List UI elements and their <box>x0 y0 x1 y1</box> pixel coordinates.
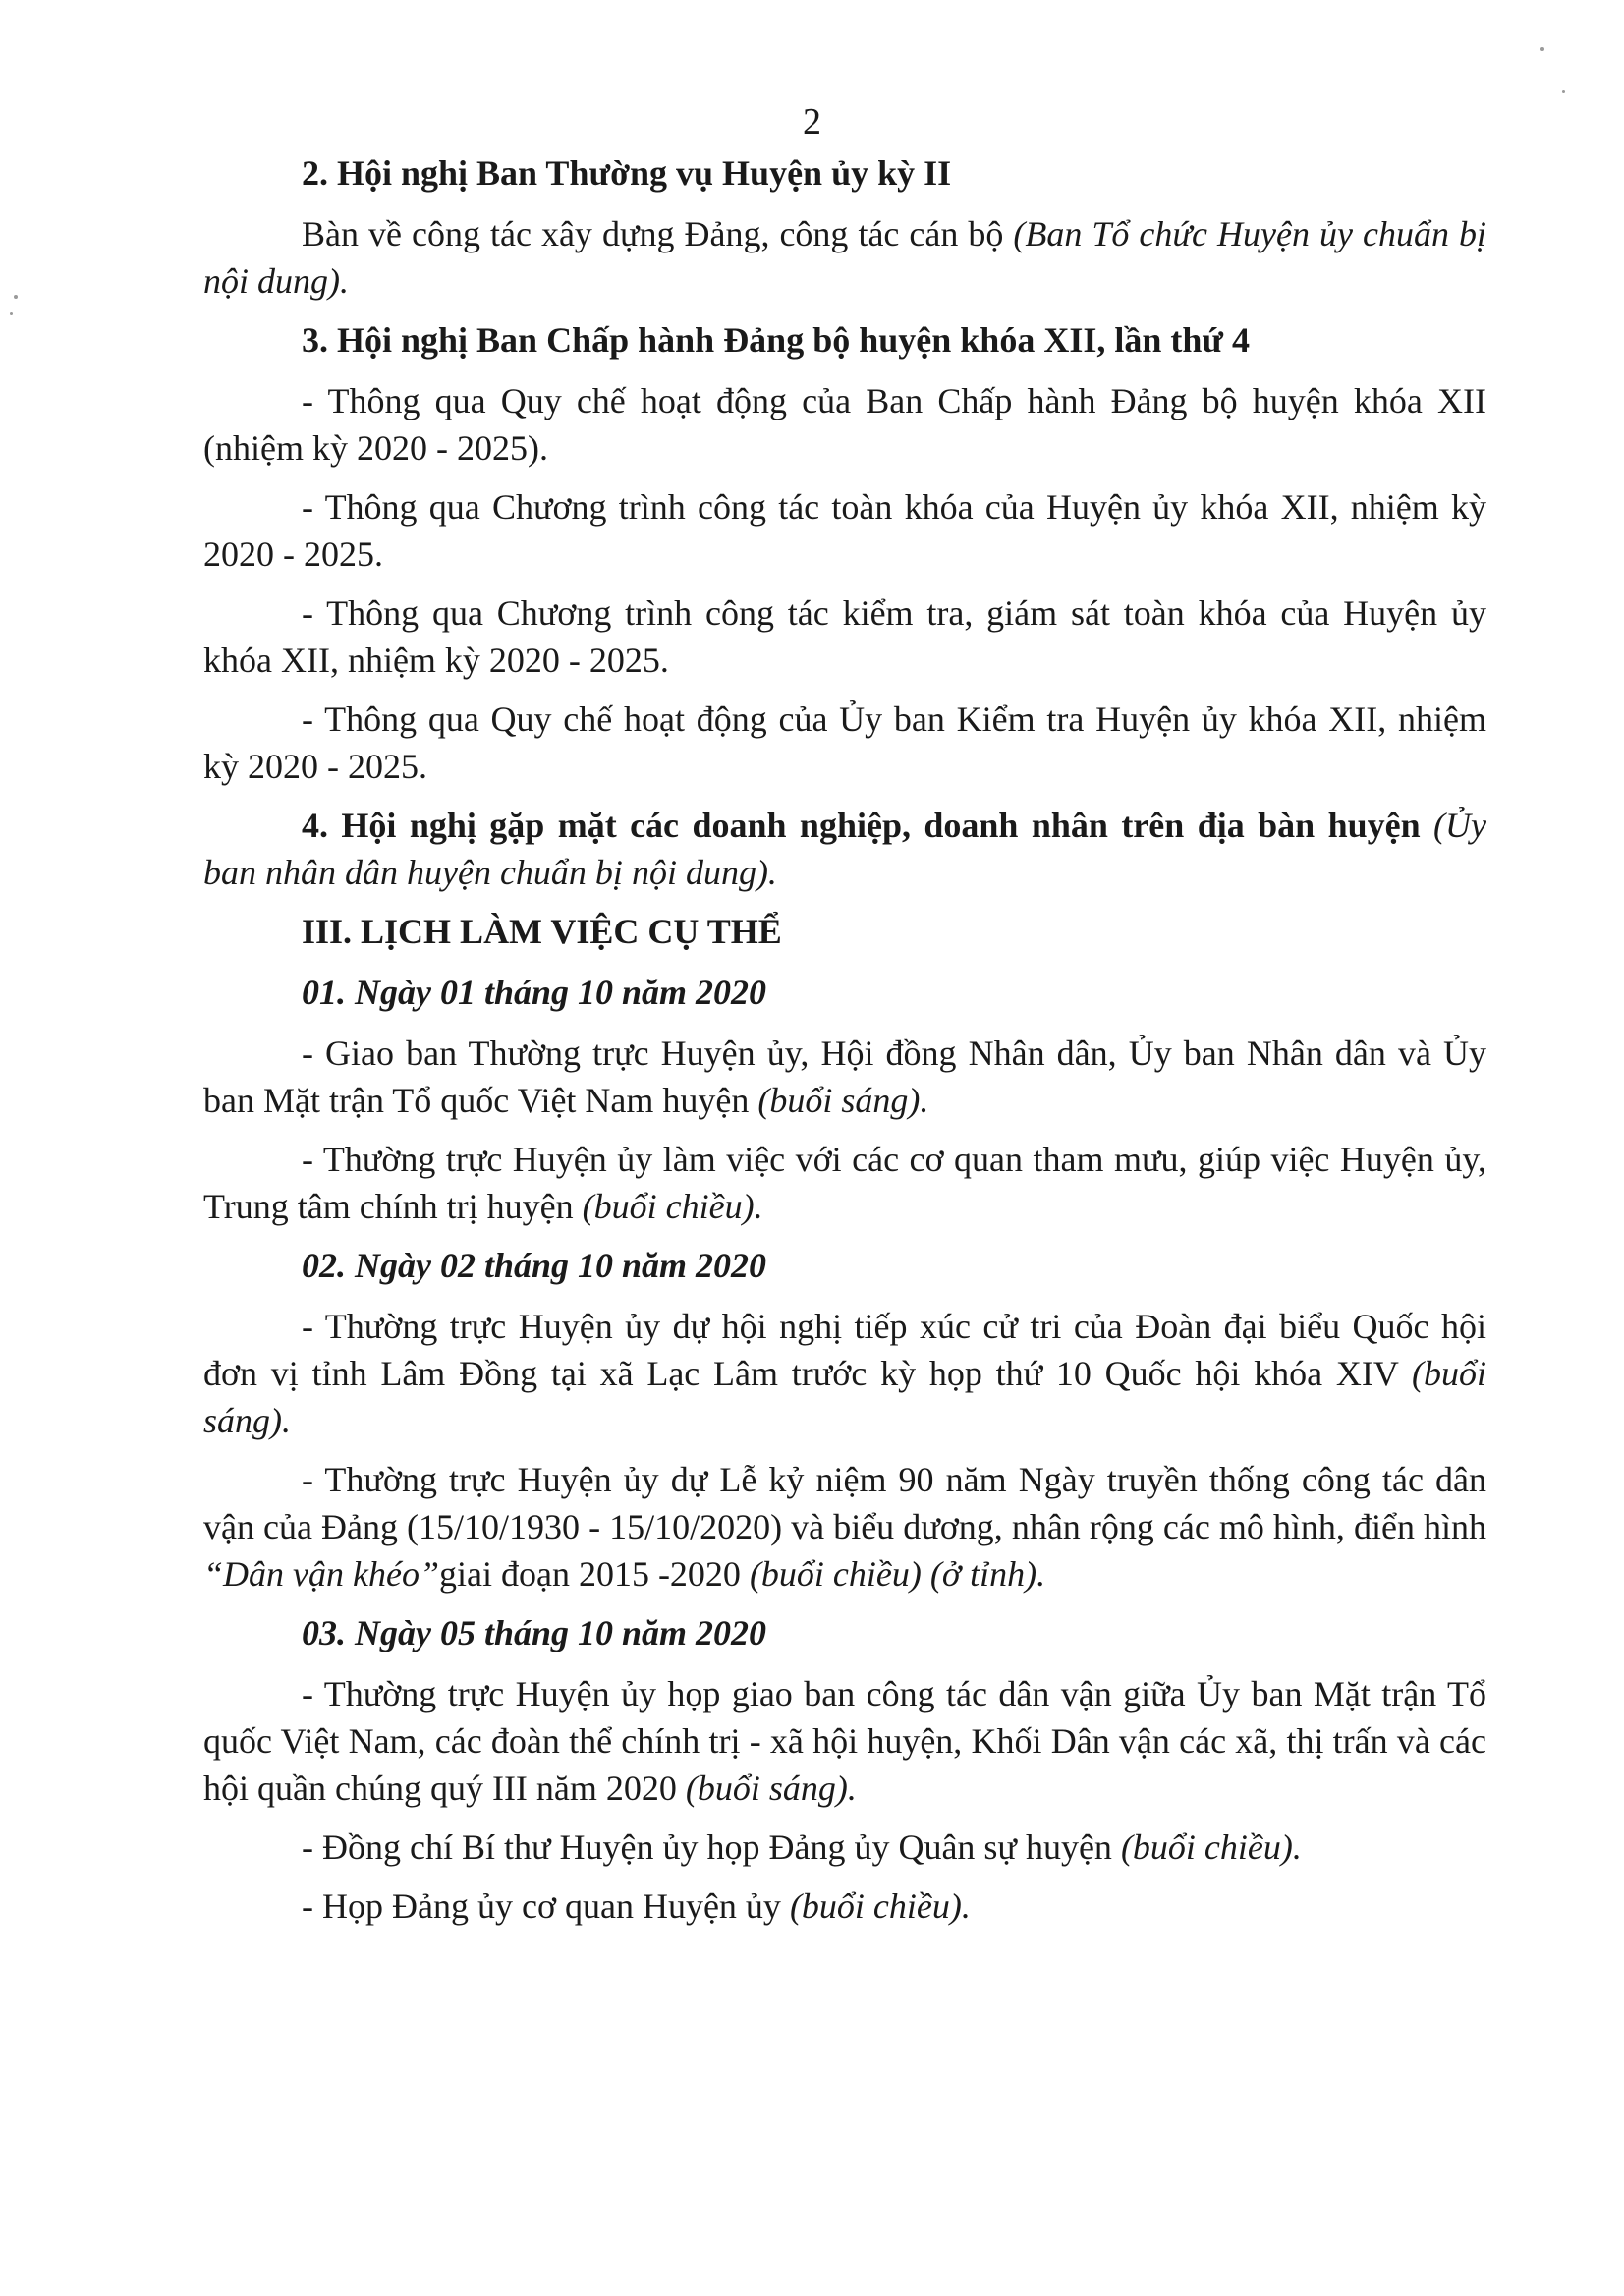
section-2-body-note: (Ban Tổ chức Huyện ủy chuẩn bị nội dung). <box>203 214 1486 301</box>
day-01-item <box>203 1136 1486 1230</box>
day-05-item <box>203 1670 1486 1812</box>
day-05-item-text: - Đồng chí Bí thư Huyện ủy họp Đảng ủy Quân sự huyện <box>302 1827 1121 1867</box>
day-02-item-note: (buổi chiều) (ở tỉnh). <box>749 1554 1046 1594</box>
scan-speck <box>1562 90 1565 93</box>
section-3-item: - Thông qua Chương trình công tác toàn khóa của Huyện ủy khóa XII, nhiệm kỳ 2020 - 2025. <box>203 487 1486 574</box>
document-body <box>203 149 1486 1941</box>
section-2-body <box>203 210 1486 305</box>
section-4-heading: 4. Hội nghị gặp mặt các doanh nghiệp, doanh nhân trên địa bàn huyện <box>302 806 1434 845</box>
day-02-item-note: (buổi sáng). <box>203 1354 1486 1440</box>
day-02-item <box>203 1456 1486 1597</box>
day-01-item-note: (buổi chiều). <box>582 1187 763 1226</box>
day-05-item-text: - Họp Đảng ủy cơ quan Huyện ủy <box>302 1886 790 1926</box>
day-05-heading: 03. Ngày 05 tháng 10 năm 2020 <box>302 1613 767 1652</box>
section-2-body-text: Bàn về công tác xây dựng Đảng, công tác cán bộ <box>302 214 1014 253</box>
day-01-item-text: - Giao ban Thường trực Huyện ủy, Hội đồng Nhân dân, Ủy ban Nhân dân và Ủy ban Mặt trận Tổ quốc Việt Nam huyện <box>203 1034 1486 1120</box>
day-02-heading: 02. Ngày 02 tháng 10 năm 2020 <box>302 1246 767 1285</box>
day-05-item-note: (buổi chiều). <box>789 1886 971 1926</box>
day-02-item-text: giai đoạn 2015 -2020 <box>438 1554 750 1594</box>
day-02-item-text: - Thường trực Huyện ủy dự hội nghị tiếp xúc cử tri của Đoàn đại biểu Quốc hội đơn vị tỉnh Lâm Đồng tại xã Lạc Lâm trước kỳ họp thứ 10 Quốc hội khóa XIV <box>203 1307 1486 1393</box>
section-3-heading: 3. Hội nghị Ban Chấp hành Đảng bộ huyện khóa XII, lần thứ 4 <box>302 320 1250 360</box>
scan-speck <box>14 295 18 299</box>
section-4 <box>203 802 1486 896</box>
day-05-item-note: (buổi sáng). <box>685 1768 857 1808</box>
scan-speck <box>10 312 13 315</box>
scan-speck <box>1540 47 1544 51</box>
day-02-item <box>203 1303 1486 1444</box>
day-01-item <box>203 1030 1486 1124</box>
day-01-item-text: - Thường trực Huyện ủy làm việc với các cơ quan tham mưu, giúp việc Huyện ủy, Trung tâm chính trị huyện <box>203 1140 1486 1226</box>
section-3-item: - Thông qua Chương trình công tác kiểm tra, giám sát toàn khóa của Huyện ủy khóa XII, nhiệm kỳ 2020 - 2025. <box>203 593 1486 680</box>
page-number: 2 <box>803 101 821 142</box>
day-05-item-text: - Thường trực Huyện ủy họp giao ban công tác dân vận giữa Ủy ban Mặt trận Tổ quốc Việt Nam, các đoàn thể chính trị - xã hội huyện, Khối Dân vận các xã, thị trấn và các hội quần chúng quý III năm 2020 <box>203 1674 1486 1808</box>
section-3-item: - Thông qua Quy chế hoạt động của Ban Chấp hành Đảng bộ huyện khóa XII (nhiệm kỳ 2020 - 2025). <box>203 381 1486 468</box>
day-02-item-text: - Thường trực Huyện ủy dự Lễ kỷ niệm 90 năm Ngày truyền thống công tác dân vận của Đảng (15/10/1930 - 15/10/2020) và biểu dương, nhân rộng các mô hình, điển hình <box>203 1460 1486 1546</box>
section-III-heading: III. LỊCH LÀM VIỆC CỤ THỂ <box>302 912 782 951</box>
day-01-heading: 01. Ngày 01 tháng 10 năm 2020 <box>302 973 767 1012</box>
day-05-item-note: (buổi chiều). <box>1120 1827 1302 1867</box>
section-3-item: - Thông qua Quy chế hoạt động của Ủy ban Kiểm tra Huyện ủy khóa XII, nhiệm kỳ 2020 - 2025. <box>203 700 1486 786</box>
day-02-item-quote: “Dân vận khéo” <box>203 1554 439 1594</box>
day-05-item <box>203 1882 1486 1930</box>
section-4-note: (Ủy ban nhân dân huyện chuẩn bị nội dung). <box>203 806 1486 892</box>
day-05-item <box>203 1823 1486 1871</box>
day-01-item-note: (buổi sáng). <box>757 1081 929 1120</box>
section-2-heading: 2. Hội nghị Ban Thường vụ Huyện ủy kỳ II <box>302 153 952 193</box>
